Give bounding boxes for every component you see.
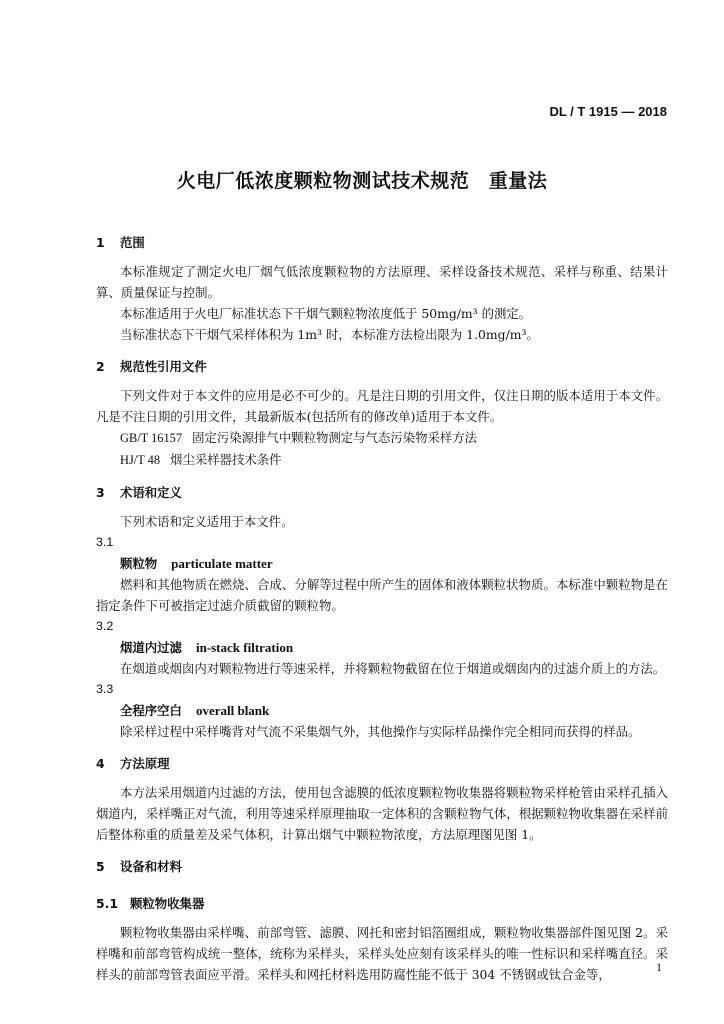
reference-item: HJ/T 48 烟尘采样器技术条件 <box>120 452 282 467</box>
term-definition: 在烟道或烟囱内对颗粒物进行等速采样，并将颗粒物截留在位于烟道或烟囱内的过滤介质上的方法。 <box>120 661 666 676</box>
term-title: 全程序空白 overall blank <box>120 703 270 718</box>
reference-item: GB/T 16157 固定污染源排气中颗粒物测定与气态污染物采样方法 <box>120 430 478 445</box>
page-number: 1 <box>656 960 662 974</box>
subsection-heading-5-1: 5.1 颗粒物收集器 <box>96 896 205 911</box>
paragraph: 当标准状态下干烟气采样体积为 1m³ 时，本标准方法检出限为 1.0mg/m³。 <box>120 327 539 342</box>
term-title: 颗粒物 particulate matter <box>120 556 273 571</box>
paragraph: 下列文件对于本文件的应用是必不可少的。凡是注日期的引用文件，仅注日期的版本适用于本文件。凡是不注日期的引用文件，其最新版本(包括所有的修改单)适用于本文件。 <box>96 388 668 424</box>
section-heading-4: 4 方法原理 <box>96 756 170 771</box>
section-heading-5: 5 设备和材料 <box>96 859 182 874</box>
document-body <box>96 232 668 985</box>
section-heading-1: 1 范围 <box>96 235 145 250</box>
document-title: 火电厂低浓度颗粒物测试技术规范 重量法 <box>176 170 548 192</box>
paragraph: 本标准适用于火电厂标准状态下干烟气颗粒物浓度低于 50mg/m³ 的测定。 <box>120 306 532 321</box>
paragraph: 下列术语和定义适用于本文件。 <box>120 514 294 529</box>
term-title: 烟道内过滤 in-stack filtration <box>120 640 294 655</box>
term-number: 3.1 <box>96 535 114 549</box>
section-heading-3: 3 术语和定义 <box>96 485 182 500</box>
paragraph: 本方法采用烟道内过滤的方法，使用包含滤膜的低浓度颗粒物收集器将颗粒物采样枪管由采样孔插入烟道内，采样嘴正对气流，利用等速采样原理抽取一定体积的含颗粒物气体，根据颗粒物收集器在采样前后整体称重的质量差及采气体积，计算出烟气中颗粒物浓度，方法原理图见图 1。 <box>96 785 668 842</box>
term-number: 3.2 <box>96 619 114 633</box>
paragraph: 本标准规定了测定火电厂烟气低浓度颗粒物的方法原理、采样设备技术规范、采样与称重、结果计算、质量保证与控制。 <box>96 264 668 300</box>
term-definition: 燃料和其他物质在燃烧、合成、分解等过程中所产生的固体和液体颗粒状物质。本标准中颗粒物是在指定条件下可被指定过滤介质截留的颗粒物。 <box>96 577 668 613</box>
term-definition: 除采样过程中采样嘴背对气流不采集烟气外，其他操作与实际样品操作完全相同而获得的样品。 <box>120 724 641 739</box>
paragraph: 颗粒物收集器由采样嘴、前部弯管、滤膜、网托和密封铝箔圈组成，颗粒物收集器部件图见图 2。采样嘴和前部弯管构成统一整体，统称为采样头，采样头处应刻有该采样头的唯一性标识和采样嘴直径。采样头的前部弯管表面应平滑。采样头和网托材料选用防腐性能不低于 304 不锈钢或钛合金等， <box>96 925 668 982</box>
standard-code: DL / T 1915 — 2018 <box>549 104 667 119</box>
section-heading-2: 2 规范性引用文件 <box>96 359 207 374</box>
term-number: 3.3 <box>96 682 114 696</box>
